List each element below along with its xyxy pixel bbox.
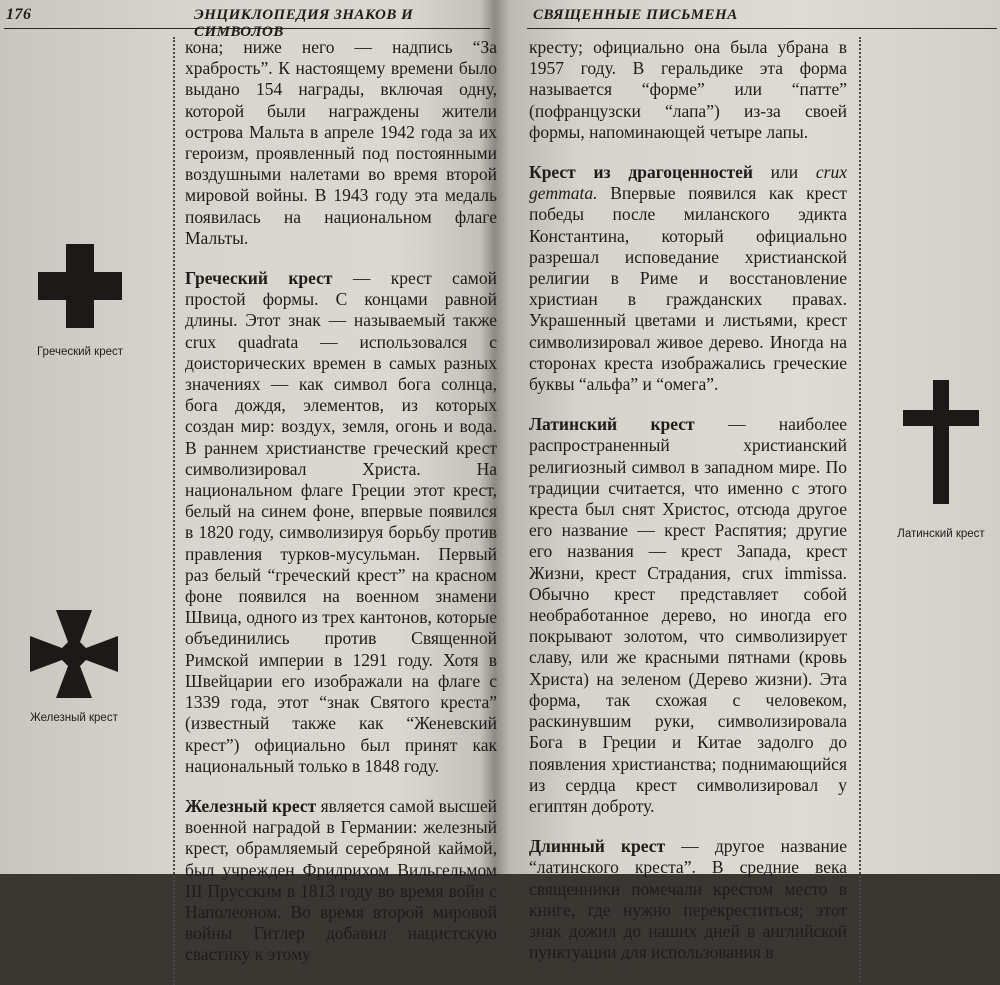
paragraph-text: или: [752, 162, 816, 183]
greek-cross-figure: [20, 244, 140, 358]
iron-cross-figure: [14, 610, 134, 724]
paragraph-text: кона; ниже него — надпись “За храбрость”. К настоящему времени было выдано 154 награды, включая одну, которой были награждены жители острова Мальта в апреле 1942 года за их героизм, проявленный под постоянными воздушными налетами во время второй мировой войны. В 1943 году эта медаль появилась на национальном флаге Мальты.: [185, 37, 497, 248]
greek-cross-icon: [38, 244, 122, 328]
paragraph-text: — крест самой простой формы. С концами равной длины. Этот знак — называемый также crux quadrata — использовался с доисторических времен в самых разных значениях — как символ бога солнца, бога дождя, элементов, из которых создан мир: воздух, земля, огонь и вода. В раннем христианстве греческий крест символизировал Христа. На национальном флаге Греции этот крест, белый на синем фоне, впервые появился в 1820 году, символизируя борьбу против правления турков-мусульман. Первый раз белый “греческий крест” на красном фоне появился на военном знамени Швица, одного из трех кантонов, которые объединились против Священной Римской империи в 1291 году. Хотя в Швейцарии его изображали на флаге с 1339 года, этот “знак Святого креста” (известный также как “Женевский крест”) официально был принят как национальный только в 1848 году.: [185, 268, 497, 776]
latin-cross-icon: [903, 380, 979, 504]
paragraph-text: является самой высшей военной наградой в Германии: железный крест, обрамляемый серебряной каймой, был учрежден Фридрихом Вильгельмом III Прусским в 1813 году во время войн с Наполеоном. Во время второй мировой войны Гитлер добавил нацистскую свастику к этому: [185, 795, 497, 965]
left-text-column: [173, 37, 497, 985]
paragraph: [529, 37, 847, 143]
right-page: [505, 0, 1000, 963]
right-page-header: [527, 2, 997, 29]
iron-cross-icon: [30, 610, 118, 698]
entry-term: Длинный крест: [529, 836, 666, 857]
paragraph: [185, 796, 497, 966]
latin-term: crux gemmata.: [529, 162, 847, 204]
paragraph-text: — другое название “латинского креста”. В средние века священники помечали крестом место в книге, где нужно перекреститься; этот знак дожил до наших дней в английской пунктуации для использования в: [529, 836, 847, 963]
latin-cross-caption: Латинский крест: [897, 528, 985, 540]
entry-term: Греческий крест: [185, 268, 333, 289]
paragraph-text: Впервые появился как крест победы после миланского эдикта Константина, который официально разрешал исповедание христианской религии в Риме и восстановление христиан в гражданских правах. Украшенный цветами и листьями, крест символизировал живое дерево. Иногда на сторонах креста изображались греческие буквы “альфа” и “омега”.: [529, 183, 847, 395]
left-page-header: [4, 2, 490, 40]
paragraph: [529, 836, 847, 963]
paragraph: [529, 162, 847, 395]
running-head-right: СВЯЩЕННЫЕ ПИСЬМЕНА: [533, 7, 738, 23]
paragraph-text: кресту; официально она была убрана в 1957 году. В геральдике эта форма называется “форме” или “патте” (пофранцузски “лапа”) из-за своей формы, напоминающей четыре лапы.: [529, 37, 847, 142]
paragraph: [185, 268, 497, 777]
iron-cross-caption: Железный крест: [30, 712, 118, 724]
entry-term: Латинский крест: [529, 414, 695, 435]
left-page: [0, 0, 497, 965]
latin-cross-figure: [885, 380, 997, 540]
greek-cross-caption: Греческий крест: [36, 346, 124, 358]
paragraph-text: — наиболее распространенный христианский религиозный символ в западном мире. По традиции считается, что именно с этого креста был снят Христос, отсюда другое его название — крест Распятия; другие его названия — крест Запада, крест Жизни, крест Страдания, crux immissa. Обычно крест представляет собой необработанное дерево, но иногда его покрывают золотом, что символизирует славу, или же красными пятнами (кровь Христа) на зеленом (Дерево жизни). Эта форма, так схожая с человеком, раскинувшим руки, символизировала Бога в Греции и Китае задолго до появления христианства; поднимающийся из сердца крест символизировал у египтян доброту.: [529, 414, 847, 816]
paragraph: [529, 414, 847, 817]
page-number: 176: [6, 6, 32, 23]
paragraph: [185, 37, 497, 249]
right-text-column: [529, 37, 861, 982]
running-head-left: ЭНЦИКЛОПЕДИЯ ЗНАКОВ И СИМВОЛОВ: [194, 7, 414, 40]
entry-term: Железный крест: [185, 795, 317, 816]
entry-term: Крест из драгоценностей: [529, 162, 753, 183]
